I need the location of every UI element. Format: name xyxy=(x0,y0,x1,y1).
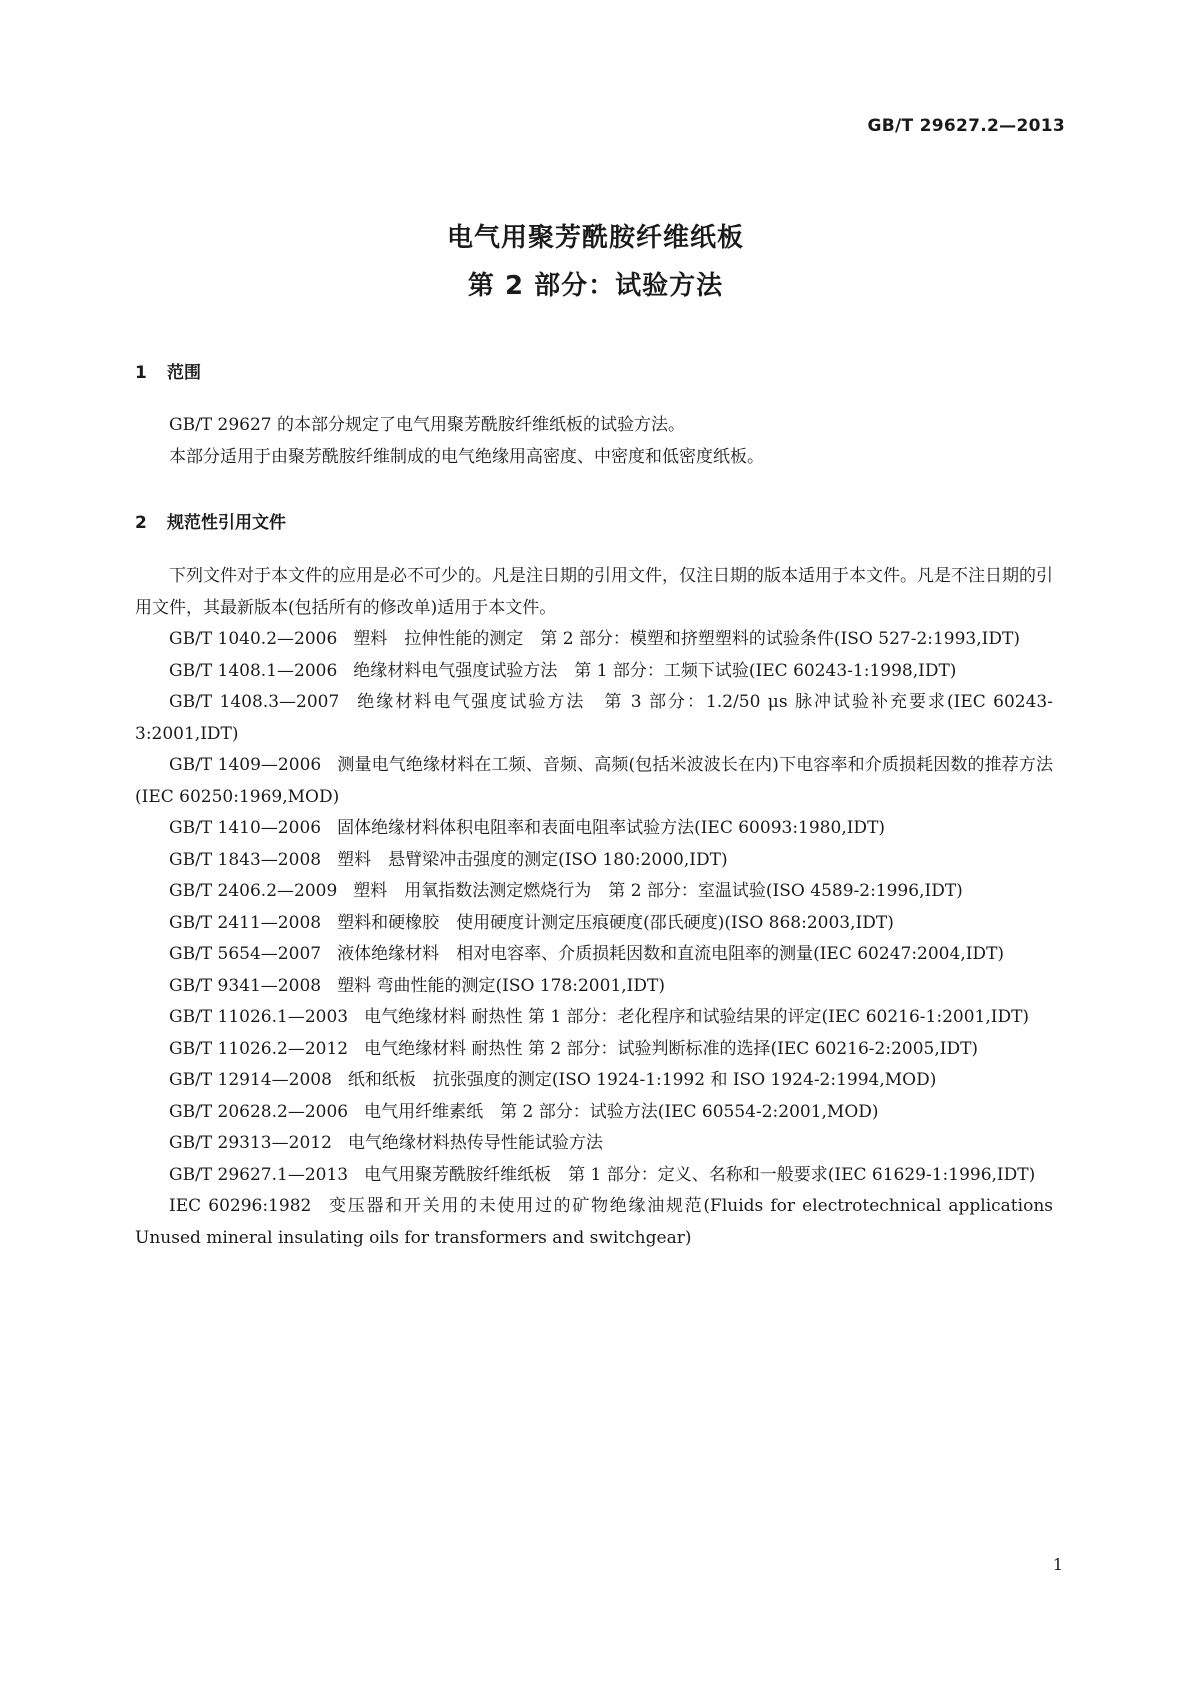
reference-code: GB/T 1408.3—2007 xyxy=(169,692,340,712)
section-1-body xyxy=(135,410,1053,473)
reference-item xyxy=(135,813,1053,845)
section-2-heading xyxy=(135,508,286,533)
section-1-paragraph: 本部分适用于由聚芳酰胺纤维制成的电气绝缘用高密度、中密度和低密度纸板。 xyxy=(169,446,764,467)
section-2-intro: 下列文件对于本文件的应用是必不可少的。凡是注日期的引用文件，仅注日期的版本适用于本文件。凡是不注日期的引用文件，其最新版本(包括所有的修改单)适用于本文件。 xyxy=(135,566,1053,618)
reference-item xyxy=(135,1160,1053,1192)
reference-item xyxy=(135,687,1053,750)
reference-item xyxy=(135,750,1053,813)
reference-title: 塑料 用氧指数法测定燃烧行为 第 2 部分：室温试验(ISO 4589-2:1996,IDT) xyxy=(353,881,963,901)
reference-code: GB/T 1409—2006 xyxy=(169,755,322,775)
section-1-heading xyxy=(135,358,201,383)
section-2-title: 规范性引用文件 xyxy=(167,513,286,533)
reference-item xyxy=(135,1034,1053,1066)
reference-title: 电气用聚芳酰胺纤维纸板 第 1 部分：定义、名称和一般要求(IEC 61629-1:1996,IDT) xyxy=(364,1164,1036,1185)
document-title xyxy=(0,214,1191,310)
reference-item xyxy=(135,1002,1053,1034)
section-1-number: 1 xyxy=(135,363,147,383)
reference-title: 绝缘材料电气强度试验方法 第 3 部分：1.2/50 μs 脉冲试验补充要求(IEC 60243-3:2001,IDT) xyxy=(135,692,1053,744)
reference-code: GB/T 1408.1—2006 xyxy=(169,660,338,681)
reference-item xyxy=(135,1065,1053,1097)
reference-title: 电气绝缘材料 耐热性 第 1 部分：老化程序和试验结果的评定(IEC 60216-1:2001,IDT) xyxy=(364,1007,1030,1027)
reference-item xyxy=(135,939,1053,971)
section-2-number: 2 xyxy=(135,513,147,533)
reference-code: GB/T 20628.2—2006 xyxy=(169,1101,349,1122)
reference-title: 变压器和开关用的未使用过的矿物绝缘油规范(Fluids for electrotechnical applications Unused mineral insulating oils for transformers and switchgear) xyxy=(135,1196,1053,1248)
reference-item xyxy=(135,971,1053,1003)
reference-title: 电气绝缘材料 耐热性 第 2 部分：试验判断标准的选择(IEC 60216-2:2005,IDT) xyxy=(364,1038,979,1059)
reference-item xyxy=(135,908,1053,940)
reference-code: GB/T 2411—2008 xyxy=(169,912,322,933)
reference-title: 固体绝缘材料体积电阻率和表面电阻率试验方法(IEC 60093:1980,IDT) xyxy=(337,818,886,838)
reference-title: 电气用纤维素纸 第 2 部分：试验方法(IEC 60554-2:2001,MOD) xyxy=(364,1101,879,1122)
reference-title: 塑料 弯曲性能的测定(ISO 178:2001,IDT) xyxy=(337,975,665,996)
reference-code: GB/T 11026.2—2012 xyxy=(169,1038,349,1059)
section-1-paragraph: GB/T 29627 的本部分规定了电气用聚芳酰胺纤维纸板的试验方法。 xyxy=(169,415,686,435)
reference-code: GB/T 1040.2—2006 xyxy=(169,629,338,649)
section-1-title: 范围 xyxy=(167,363,201,383)
reference-code: GB/T 29627.1—2013 xyxy=(169,1164,349,1185)
reference-code: GB/T 5654—2007 xyxy=(169,944,322,964)
reference-item xyxy=(135,1128,1053,1160)
standard-code: GB/T 29627.2—2013 xyxy=(867,116,1065,136)
reference-code: GB/T 2406.2—2009 xyxy=(169,881,338,901)
reference-title: 塑料 拉伸性能的测定 第 2 部分：模塑和挤塑塑料的试验条件(ISO 527-2:1993,IDT) xyxy=(353,629,1020,649)
reference-item xyxy=(135,1097,1053,1129)
reference-item xyxy=(135,656,1053,688)
reference-title: 塑料和硬橡胶 使用硬度计测定压痕硬度(邵氏硬度)(ISO 868:2003,IDT) xyxy=(337,912,894,933)
reference-title: 电气绝缘材料热传导性能试验方法 xyxy=(347,1133,603,1153)
reference-title: 绝缘材料电气强度试验方法 第 1 部分：工频下试验(IEC 60243-1:1998,IDT) xyxy=(353,660,957,681)
reference-item xyxy=(135,845,1053,877)
reference-item xyxy=(135,876,1053,908)
title-line-2: 第 2 部分：试验方法 xyxy=(467,271,724,301)
reference-code: GB/T 9341—2008 xyxy=(169,975,322,996)
reference-item xyxy=(135,624,1053,656)
reference-code: IEC 60296:1982 xyxy=(169,1196,312,1216)
reference-title: 液体绝缘材料 相对电容率、介质损耗因数和直流电阻率的测量(IEC 60247:2004,IDT) xyxy=(337,944,1005,964)
title-line-1: 电气用聚芳酰胺纤维纸板 xyxy=(446,223,744,253)
reference-code: GB/T 1843—2008 xyxy=(169,849,322,870)
reference-title: 塑料 悬臂梁冲击强度的测定(ISO 180:2000,IDT) xyxy=(337,849,728,870)
page-number: 1 xyxy=(1052,1555,1063,1574)
reference-title: 测量电气绝缘材料在工频、音频、高频(包括米波波长在内)下电容率和介质损耗因数的推荐方法(IEC 60250:1969,MOD) xyxy=(135,755,1053,807)
reference-code: GB/T 1410—2006 xyxy=(169,818,322,838)
reference-item xyxy=(135,1191,1053,1254)
reference-code: GB/T 11026.1—2003 xyxy=(169,1007,349,1027)
reference-code: GB/T 12914—2008 xyxy=(169,1070,332,1090)
reference-title: 纸和纸板 抗张强度的测定(ISO 1924-1:1992 和 ISO 1924-2:1994,MOD) xyxy=(347,1070,937,1090)
section-2-body xyxy=(135,561,1053,1254)
reference-code: GB/T 29313—2012 xyxy=(169,1133,332,1153)
